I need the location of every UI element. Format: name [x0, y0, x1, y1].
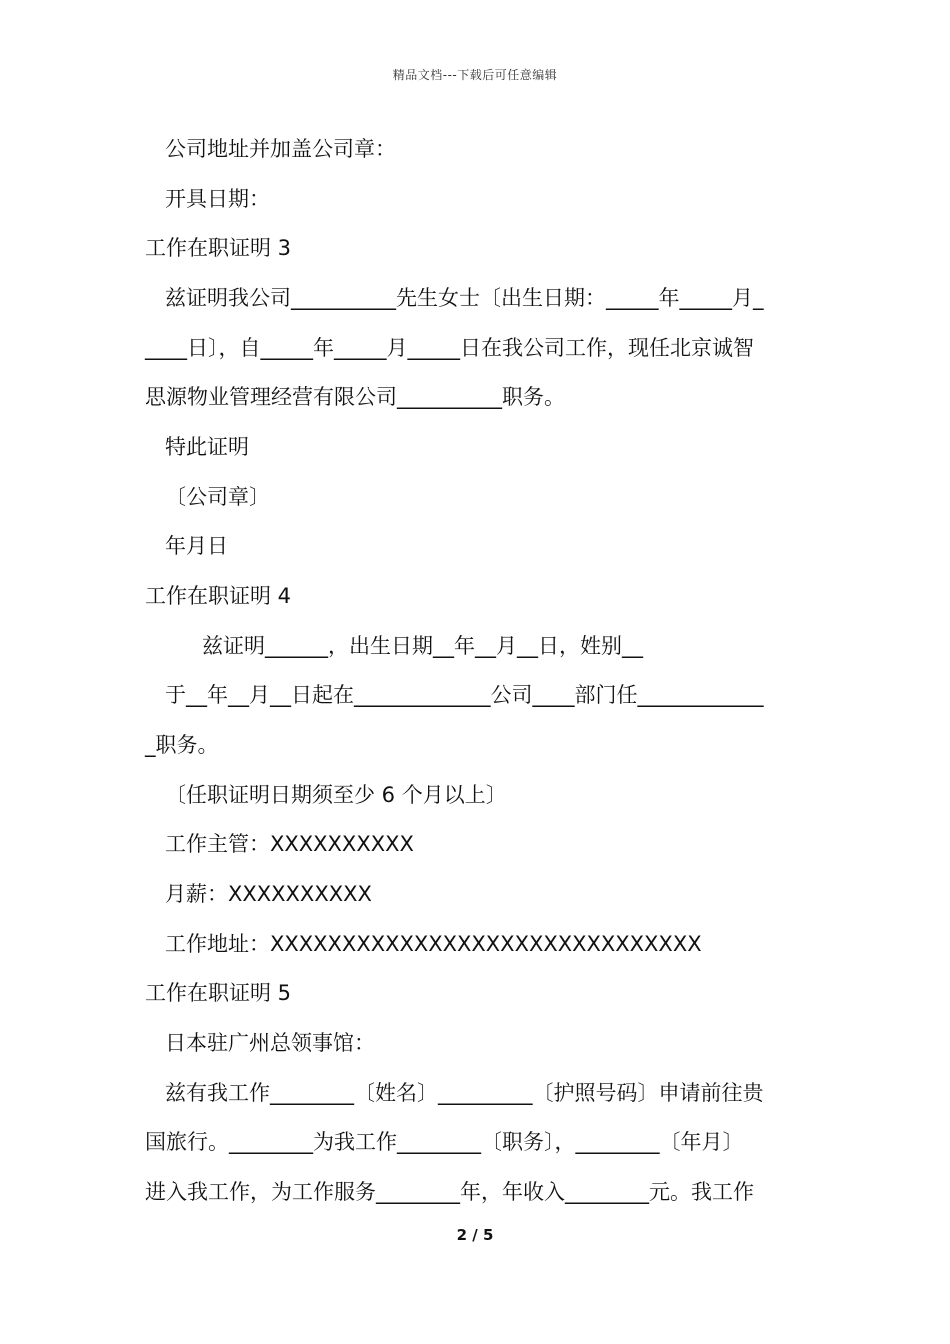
section-heading: 工作在职证明 5 [145, 981, 292, 1005]
page-number [0, 1226, 950, 1244]
text-line: 开具日期： [165, 187, 270, 211]
text-line: 思源物业管理经营有限公司__________职务。 [145, 385, 565, 409]
section-heading: 工作在职证明 4 [145, 584, 292, 608]
text-line: 兹有我工作________〔姓名〕_________〔护照号码〕申请前往贵 [165, 1081, 764, 1105]
text-line: 日本驻广州总领事馆： [165, 1031, 375, 1055]
page-current: 2 [456, 1226, 468, 1244]
text-line: 工作地址：XXXXXXXXXXXXXXXXXXXXXXXXXXXXXX [165, 932, 702, 956]
text-line: 进入我工作，为工作服务________年，年收入________元。我工作 [145, 1180, 754, 1204]
text-line: 兹证明______，出生日期__年__月__日，姓别__ [202, 634, 643, 658]
text-line: 公司地址并加盖公司章： [165, 137, 396, 161]
text-line: 国旅行。________为我工作________〔职务〕，________〔年月〕 [145, 1130, 744, 1154]
page-header [0, 66, 950, 83]
page-total: 5 [482, 1226, 494, 1244]
page-separator: / [467, 1226, 483, 1244]
text-line: 特此证明 [165, 435, 249, 459]
header-text: 精品文档---下载后可任意编辑 [392, 68, 558, 82]
text-line: 工作主管：XXXXXXXXXX [165, 832, 414, 856]
text-line: _职务。 [145, 733, 219, 757]
text-line: 〔任职证明日期须至少 6 个月以上〕 [165, 783, 507, 807]
section-heading: 工作在职证明 3 [145, 236, 292, 260]
text-line: 〔公司章〕 [165, 485, 270, 509]
text-line: 于__年__月__日起在_____________公司____部门任____________ [165, 683, 764, 707]
text-line: 月薪：XXXXXXXXXX [165, 882, 372, 906]
text-line: 年月日 [165, 534, 228, 558]
text-line: ____日〕，自_____年_____月_____日在我公司工作，现任北京诚智 [145, 336, 754, 360]
text-line: 兹证明我公司__________先生女士〔出生日期：_____年_____月_ [165, 286, 764, 310]
